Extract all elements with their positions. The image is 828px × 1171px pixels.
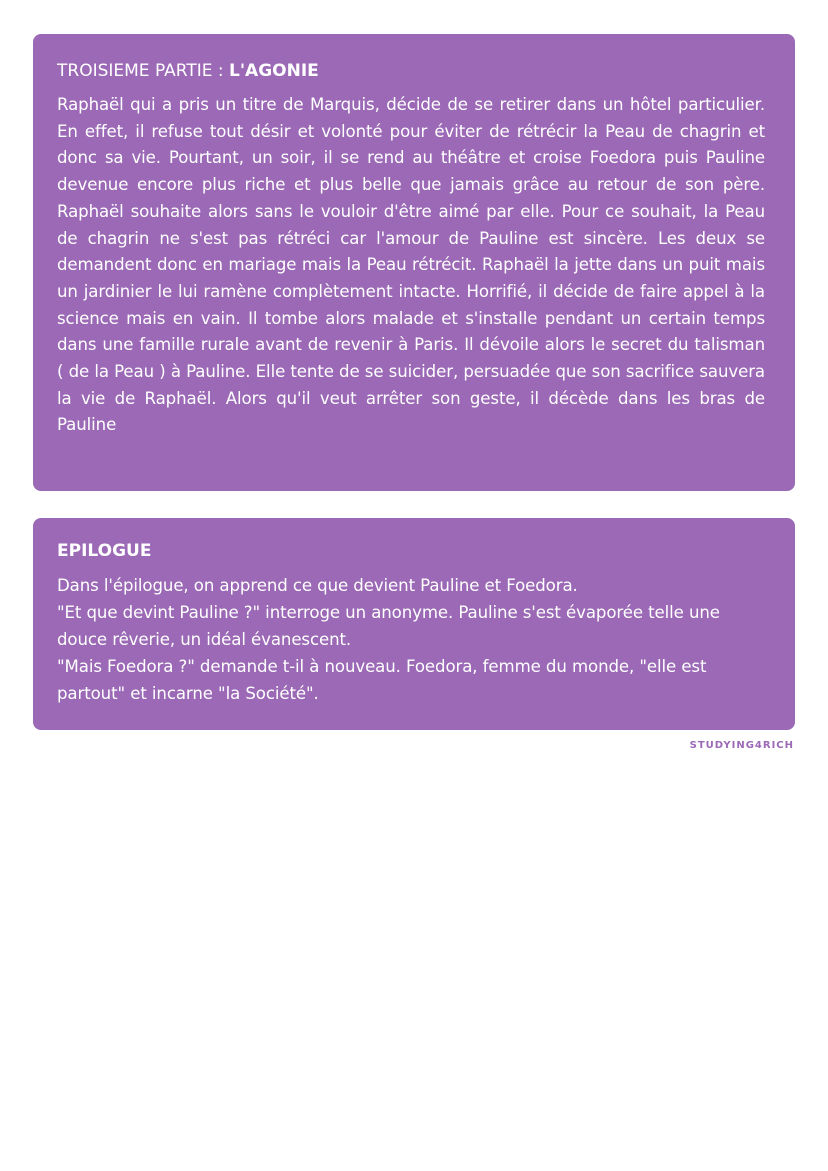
section-card-epilogue [33,518,795,730]
section-body-epilogue [57,572,765,707]
author-signature: STUDYING4RICH [689,740,794,751]
epilogue-line: "Mais Foedora ?" demande t-il à nouveau. Foedora, femme du monde, "elle est partout" et incarne "la Société". [57,657,707,703]
section-title-epilogue: EPILOGUE [57,541,152,561]
section-title-prefix: TROISIEME PARTIE : [57,61,229,81]
section-title-strong: L'AGONIE [229,61,319,81]
epilogue-line: Dans l'épilogue, on apprend ce que devient Pauline et Foedora. [57,576,578,595]
epilogue-line: "Et que devint Pauline ?" interroge un anonyme. Pauline s'est évaporée telle une douce rêverie, un idéal évanescent. [57,603,720,649]
section-title-agonie [57,58,765,84]
section-body-agonie: Raphaël qui a pris un titre de Marquis, décide de se retirer dans un hôtel particulier. En effet, il refuse tout désir et volonté pour éviter de rétrécir la Peau de chagrin et donc sa vie. Pourtant, un soir, il se rend au théâtre et croise Foedora puis Pauline devenue encore plus riche et plus belle que jamais grâce au retour de son père. Raphaël souhaite alors sans le vouloir d'être aimé par elle. Pour ce souhait, la Peau de chagrin ne s'est pas rétréci car l'amour de Pauline est sincère. Les deux se demandent donc en mariage mais la Peau rétrécit. Raphaël la jette dans un puit mais un jardinier le lui ramène complètement intacte. Horrifié, il décide de faire appel à la science mais en vain. Il tombe alors malade et s'installe pendant un certain temps dans une famille rurale avant de revenir à Paris. Il dévoile alors le secret du talisman ( de la Peau ) à Pauline. Elle tente de se suicider, persuadée que son sacrifice sauvera la vie de Raphaël. Alors qu'il veut arrêter son geste, il décède dans les bras de Pauline [57,95,765,435]
section-card-agonie [33,34,795,491]
